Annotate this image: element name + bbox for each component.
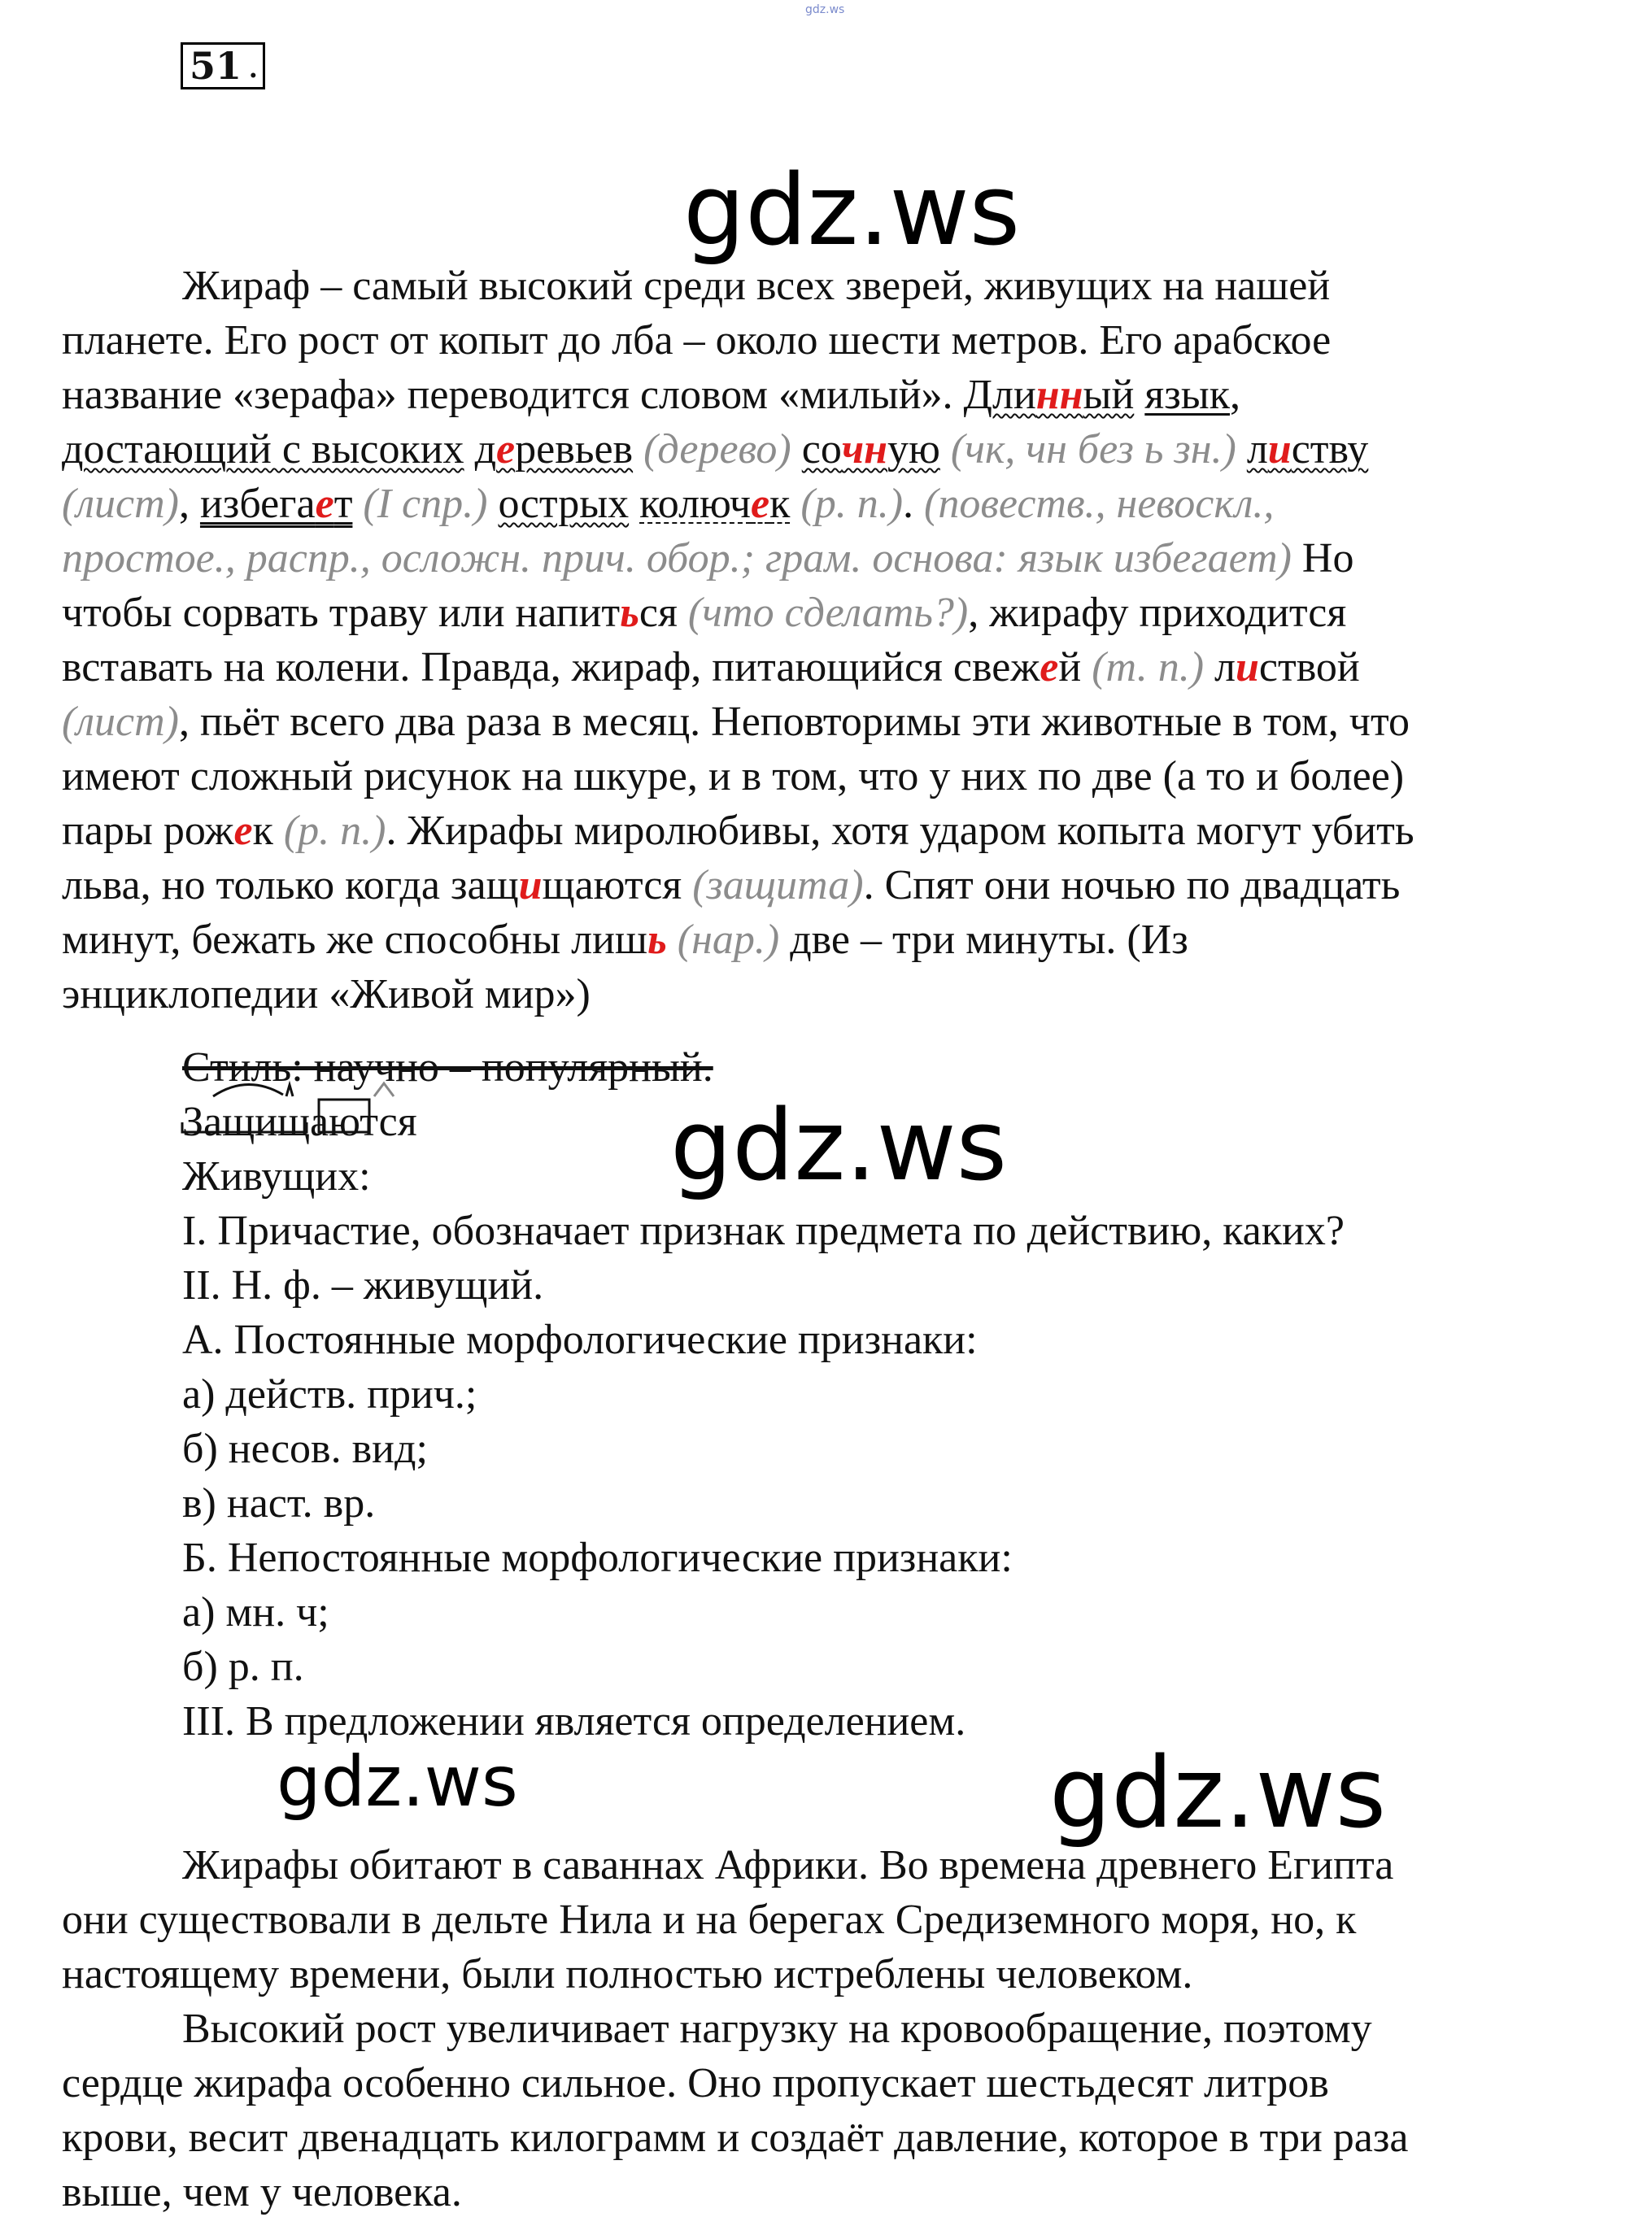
text-line: вставать на колени. Правда, жираф, питающийся свежей (т. п.) листвой	[62, 644, 1360, 690]
word-sochnuyu: сочную	[801, 426, 940, 473]
text-line: чтобы сорвать траву или напиться (что сделать?), жирафу приходится	[62, 590, 1347, 636]
morpheme-marks	[181, 1075, 457, 1140]
text-line: Высокий рост увеличивает нагрузку на кровообращение, поэтому	[182, 2006, 1372, 2052]
text-segment: название «зерафа» переводится словом «милый».	[62, 372, 964, 418]
note: (лист)	[62, 481, 179, 527]
note: простое., распр., осложн. прич. обор.; грам. основа: язык избегает)	[62, 535, 1292, 582]
text-line: настоящему времени, были полностью истреблены человеком.	[62, 1951, 1193, 1997]
watermark-bottom-left: gdz.ws	[277, 1741, 518, 1823]
note: (нар.)	[666, 917, 780, 963]
analysis-word: Живущих:	[182, 1153, 371, 1200]
text-line	[182, 262, 1330, 311]
text-line: (лист), избегает (I спр.) острых колючек (р. п.). (повеств., невоскл.,	[62, 481, 1275, 527]
adjective-dlinny: Длинный	[963, 372, 1135, 418]
analysis-item: Б. Непостоянные морфологические признаки:	[182, 1535, 1013, 1581]
analysis-item: III. В предложении является определением.	[182, 1698, 966, 1745]
text-line: льва, но только когда защищаются (защита). Спят они ночью по двадцать	[62, 862, 1401, 908]
analysis-item: а) действ. прич.;	[182, 1371, 477, 1418]
text-line: Жирафы обитают в саваннах Африки. Во времена древнего Египта	[182, 1842, 1394, 1888]
text-line: имеют сложный рисунок на шкуре, и в том, что у них по две (а то и более)	[62, 753, 1405, 799]
morph-word: Защищаются	[182, 1099, 417, 1145]
note: (т. п.)	[1081, 644, 1215, 690]
word-derevyev: деревьев	[474, 426, 634, 473]
note: (р. п.)	[272, 808, 386, 854]
text-line	[62, 425, 1368, 474]
text-line: энциклопедии «Живой мир»)	[62, 971, 591, 1017]
text-line: простое., распр., осложн. прич. обор.; грам. основа: язык избегает) Но	[62, 535, 1354, 582]
note: (чк, чн без ь зн.)	[939, 426, 1247, 473]
watermark-bottom-right: gdz.ws	[1049, 1737, 1387, 1850]
text-line: название «зерафа» переводится словом «милый». Длинный язык,	[62, 372, 1240, 418]
word-kolyuchek: колючек	[639, 481, 791, 527]
analysis-item: а) мн. ч;	[182, 1589, 329, 1636]
note: (повеств., невоскл.,	[924, 481, 1275, 527]
participle-phrase: достающий с высоких	[62, 426, 464, 473]
note: (защита)	[682, 862, 864, 908]
note: (лист)	[62, 699, 179, 745]
analysis-item: А. Постоянные морфологические признаки:	[182, 1317, 978, 1363]
note: (дерево)	[633, 426, 802, 473]
analysis-item: б) р. п.	[182, 1644, 304, 1690]
text-line	[62, 316, 1331, 365]
analysis-item: II. Н. ф. – живущий.	[182, 1262, 544, 1309]
analysis-item: I. Причастие, обозначает признак предмета по действию, каких?	[182, 1208, 1345, 1254]
exercise-number: 51	[181, 42, 265, 89]
analysis-item: б) несов. вид;	[182, 1426, 428, 1472]
text-line: выше, чем у человека.	[62, 2169, 462, 2215]
text-segment: планете. Его рост от копыт до лба – около шести метров. Его арабское	[62, 317, 1332, 364]
text-line: пары рожек (р. п.). Жирафы миролюбивы, хотя ударом копыта могут убить	[62, 808, 1414, 854]
predicate-izbegaet: избегает	[199, 481, 353, 527]
text-segment: Жираф – самый высокий среди всех зверей, живущих на нашей	[182, 263, 1331, 309]
word-listvu: листву	[1246, 426, 1369, 473]
word-ostrykh: острых	[498, 481, 630, 527]
text-line: (лист), пьёт всего два раза в месяц. Неповторимы эти животные в том, что	[62, 699, 1410, 745]
exercise-number-dot: .	[247, 42, 259, 86]
style-line: Стиль: научно – популярный.	[182, 1044, 713, 1091]
watermark-middle: gdz.ws	[670, 1090, 1008, 1203]
site-mark: gdz.ws	[805, 3, 845, 16]
text-line: крови, весит двенадцать килограмм и создаёт давление, которое в три раза	[62, 2115, 1409, 2161]
subject-yazyk: язык	[1144, 372, 1230, 418]
note: (I спр.)	[352, 481, 499, 527]
text-line: они существовали в дельте Нила и на берегах Средиземного моря, но, к	[62, 1897, 1357, 1943]
text-line: сердце жирафа особенно сильное. Оно пропускает шестьдесят литров	[62, 2060, 1329, 2106]
analysis-item: в) наст. вр.	[182, 1480, 376, 1527]
note: (что сделать?)	[677, 590, 969, 636]
watermark-top: gdz.ws	[683, 155, 1021, 268]
note: (р. п.)	[790, 481, 904, 527]
text-line: минут, бежать же способны лишь (нар.) две – три минуты. (Из	[62, 917, 1188, 963]
